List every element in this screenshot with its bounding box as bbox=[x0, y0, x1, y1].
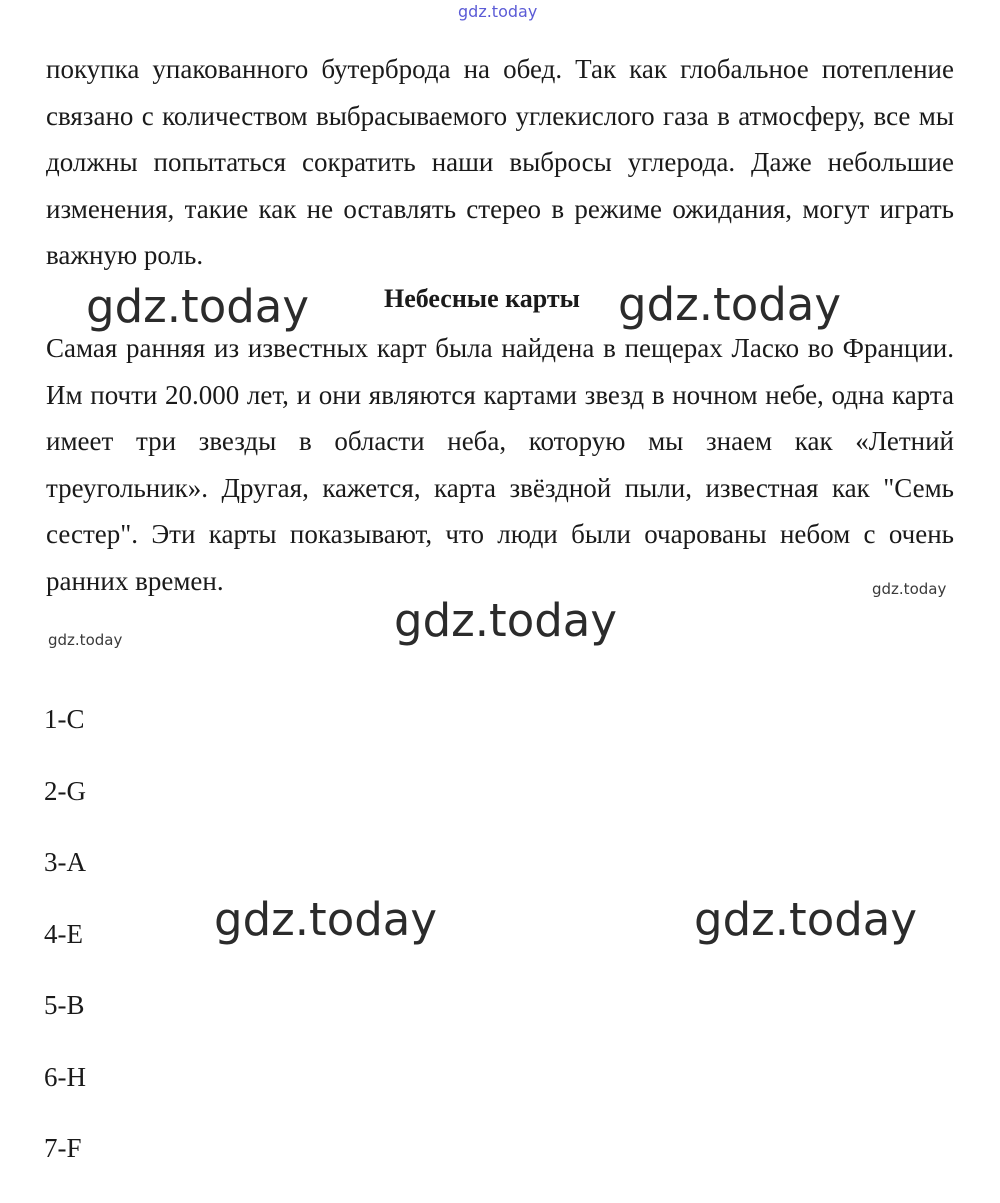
answer-item: 6-H bbox=[44, 1061, 86, 1092]
watermark-heading-left: gdz.today bbox=[86, 280, 310, 333]
answer-item: 2-G bbox=[44, 775, 86, 806]
answer-item: 3-A bbox=[44, 847, 86, 877]
section-heading: Небесные карты bbox=[384, 284, 580, 313]
paragraph-intro: покупка упакованного бутерброда на обед. Так как глобальное потепление связано с количеством выбрасываемого углекислого газа в атмосферу, все мы должны попытаться сократить наши выбросы углерода. Даже небольшие изменения, такие как не оставлять стерео в режиме ожидания, могут играть важную роль. bbox=[46, 54, 954, 270]
paragraph-sky-maps: Самая ранняя из известных карт была найдена в пещерах Ласко во Франции. Им почти 20.000 лет, и они являются картами звезд в ночном небе, одна карта имеет три звезды в области неба, которую мы знаем как «Летний треугольник». Другая, кажется, карта звёздной пыли, известная как "Семь сестер". Эти карты показывают, что люди были очарованы небом с очень ранних времен. bbox=[46, 333, 954, 596]
watermark-center: gdz.today bbox=[394, 594, 618, 647]
watermark-answers-right: gdz.today bbox=[694, 893, 918, 946]
watermark-heading-right: gdz.today bbox=[618, 278, 842, 331]
answer-item: 1-C bbox=[44, 704, 85, 734]
watermark-answers-left: gdz.today bbox=[214, 893, 438, 946]
watermark-small-right: gdz.today bbox=[872, 580, 947, 598]
watermark-top: gdz.today bbox=[458, 2, 538, 21]
watermark-small-left: gdz.today bbox=[48, 631, 123, 649]
answer-item: 7-F bbox=[44, 1133, 82, 1163]
answer-item: 5-B bbox=[44, 990, 85, 1020]
answer-item: 4-E bbox=[44, 918, 83, 949]
answers-list bbox=[44, 697, 86, 1198]
